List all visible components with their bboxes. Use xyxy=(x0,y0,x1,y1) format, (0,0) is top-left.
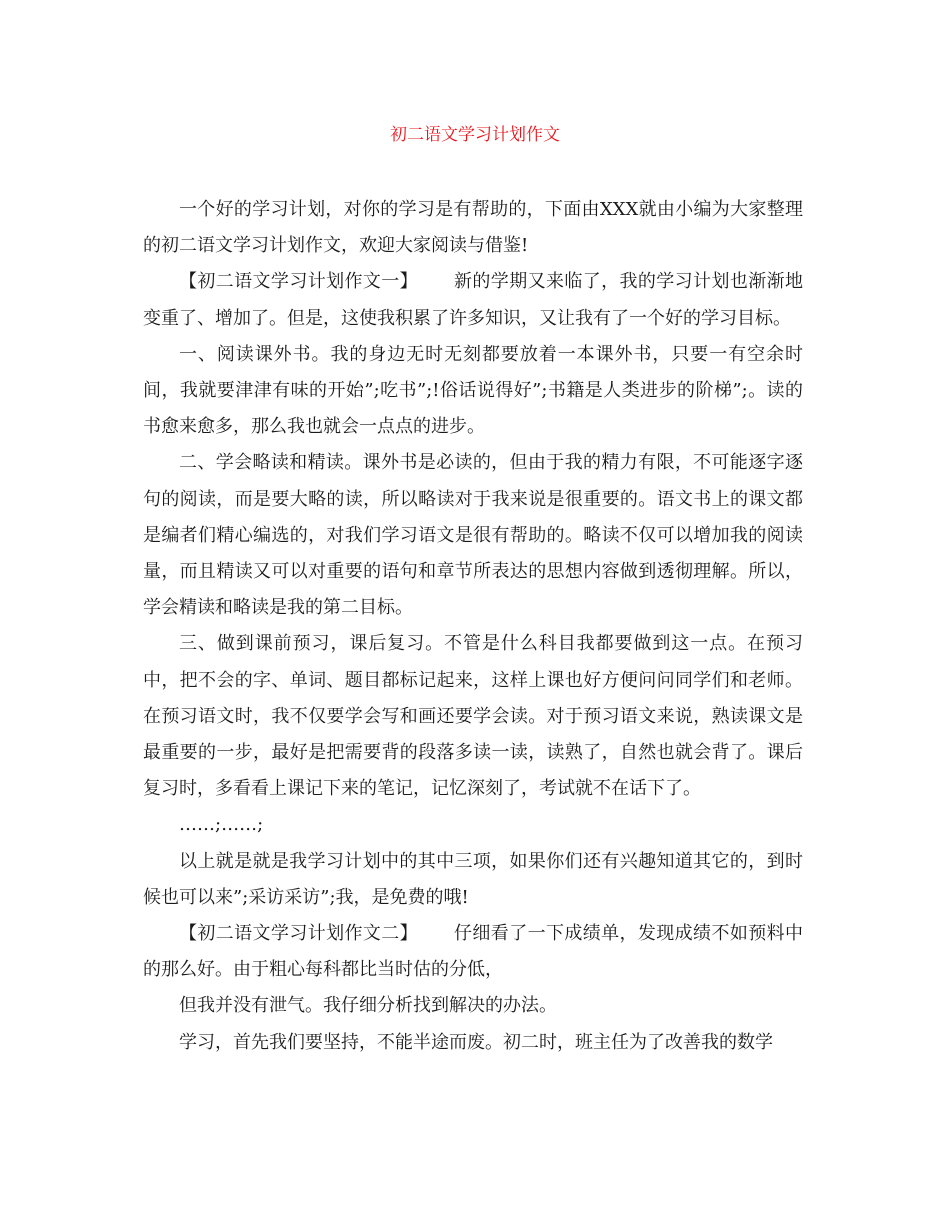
essay1-opening-text: 新的学期又来临了，我的学习计划也渐渐地变重了、增加了。但是，这使我积累了许多知识，又让我有了一个好的学习目标。 xyxy=(143,271,803,329)
paragraph-goal-1: 一、阅读课外书。我的身边无时无刻都要放着一本课外书，只要一有空余时间，我就要津津有味的开始”;吃书”;!俗话说得好”;书籍是人类进步的阶梯”;。读的书愈来愈多，那么我也就会一点点的进步。 xyxy=(143,343,803,438)
document-title: 初二语文学习计划作文 xyxy=(390,125,560,145)
paragraph-essay2-study: 学习，首先我们要坚持，不能半途而废。初二时，班主任为了改善我的数学 xyxy=(179,1031,773,1053)
paragraph-ellipsis: ……;……; xyxy=(179,814,264,836)
paragraph-essay1-opening xyxy=(143,264,803,336)
paragraph-essay2-opening xyxy=(143,916,803,988)
paragraph-goal-3: 三、做到课前预习，课后复习。不管是什么科目我都要做到这一点。在预习中，把不会的字、单词、题目都标记起来，这样上课也好方便问问同学们和老师。在预习语文时，我不仅要学会写和画还要学会读。对于预习语文来说，熟读课文是最重要的一步，最好是把需要背的段落多读一读，读熟了，自然也就会背了。课后复习时，多看看上课记下来的笔记，记忆深刻了，考试就不在话下了。 xyxy=(143,633,803,800)
paragraph-intro: 一个好的学习计划，对你的学习是有帮助的，下面由XXX就由小编为大家整理的初二语文学习计划作文，欢迎大家阅读与借鉴! xyxy=(143,199,803,257)
paragraph-goal-2: 二、学会略读和精读。课外书是必读的，但由于我的精力有限，不可能逐字逐句的阅读，而是要大略的读，所以略读对于我来说是很重要的。语文书上的课文都是编者们精心编选的，对我们学习语文是很有帮助的。略读不仅可以增加我的阅读量，而且精读又可以对重要的语句和章节所表达的思想内容做到透彻理解。所以，学会精读和略读是我的第二目标。 xyxy=(143,452,803,619)
paragraph-essay2-continued: 但我并没有泄气。我仔细分析找到解决的办法。 xyxy=(179,995,557,1017)
document-body xyxy=(143,192,803,1061)
essay2-heading: 【初二语文学习计划作文二】 xyxy=(179,923,419,945)
paragraph-conclusion: 以上就是就是我学习计划中的其中三项，如果你们还有兴趣知道其它的，到时候也可以来”;采访采访”;我，是免费的哦! xyxy=(143,850,803,908)
essay1-heading: 【初二语文学习计划作文一】 xyxy=(179,271,419,293)
essay2-opening-text: 仔细看了一下成绩单，发现成绩不如预料中的那么好。由于粗心每科都比当时估的分低， xyxy=(143,923,803,981)
